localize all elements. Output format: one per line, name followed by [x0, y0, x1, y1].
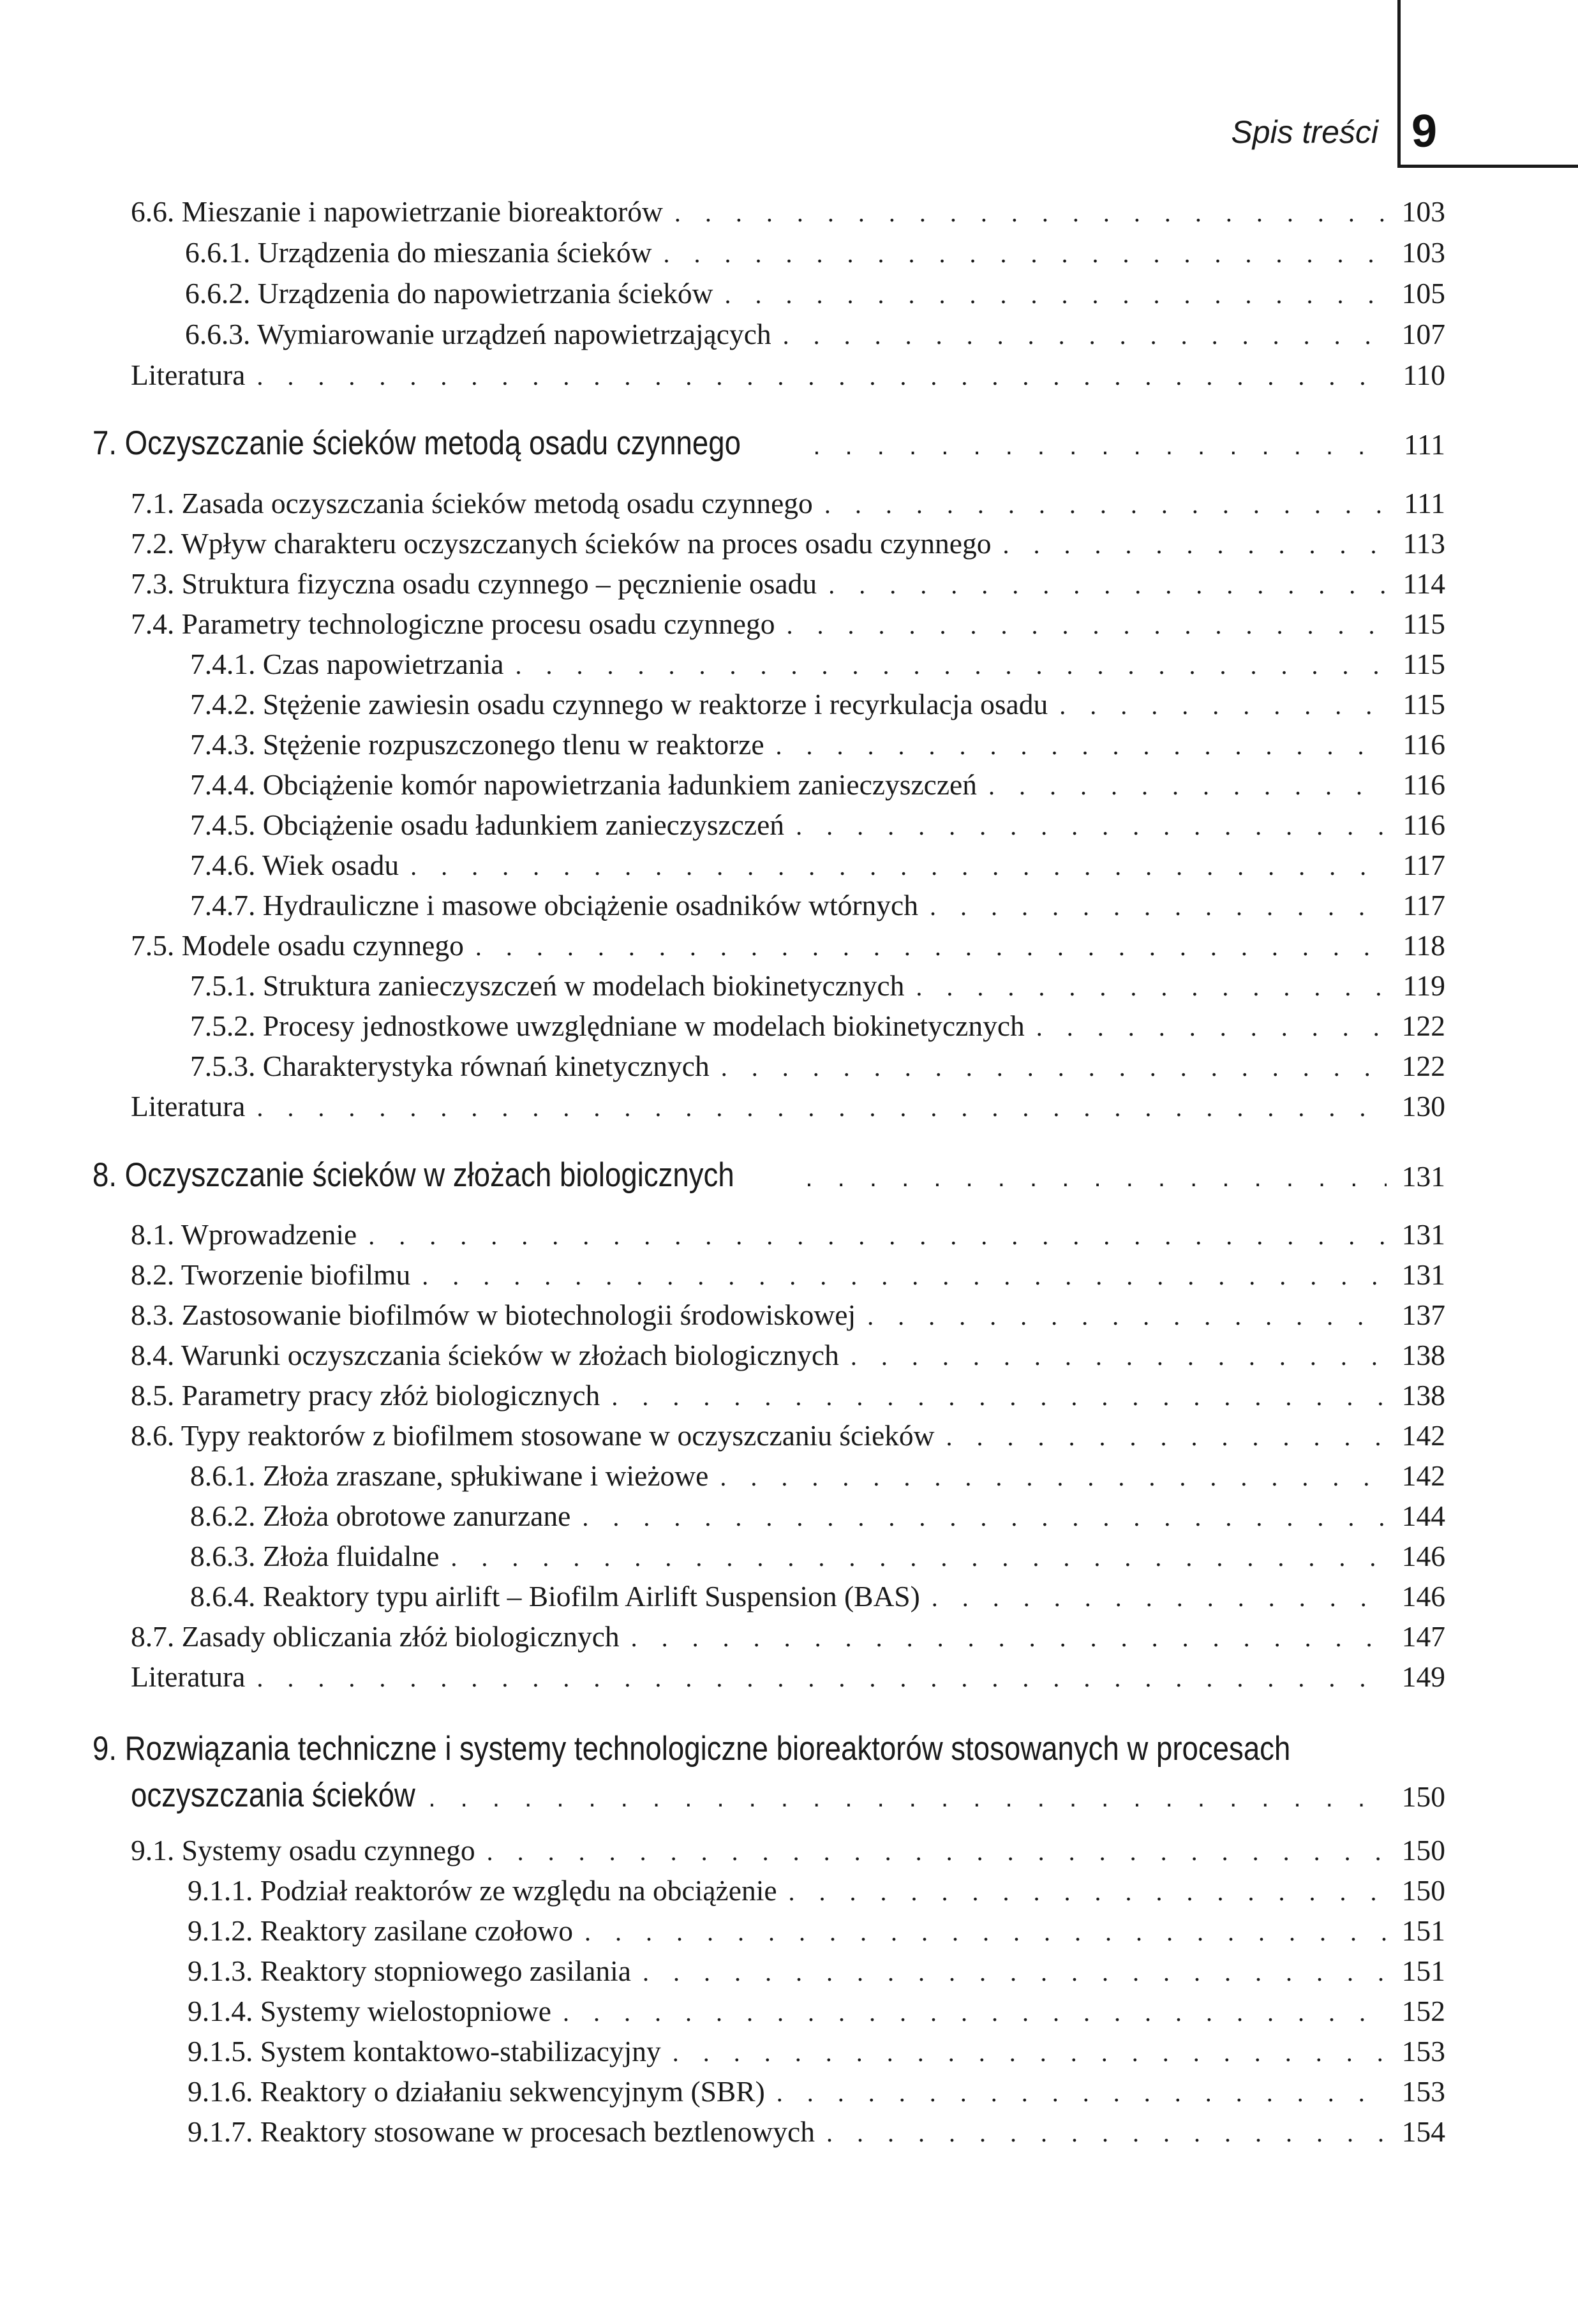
header-rule-horizontal — [1397, 165, 1578, 168]
toc-entry: 6.6.3. Wymiarowanie urządzeń napowietrzających . . . 107 — [185, 314, 1445, 355]
toc-entry: 7.1. Zasada oczyszczania ścieków metodą osadu czynnego . . . 111 — [131, 483, 1445, 524]
toc-entry: 9.1.5. System kontaktowo-stabilizacyjny . . . 153 — [188, 2031, 1445, 2072]
toc-entry: 7.4.3. Stężenie rozpuszczonego tlenu w reaktorze . . . 116 — [190, 724, 1445, 765]
toc-entry: 8.6.2. Złoża obrotowe zanurzane . . . 144 — [190, 1496, 1445, 1537]
toc-entry: 9.1.7. Reaktory stosowane w procesach beztlenowych . . . 154 — [188, 2112, 1445, 2152]
toc-entry: 7.4.5. Obciążenie osadu ładunkiem zanieczyszczeń . . . 116 — [190, 805, 1445, 845]
toc-entry: 8.3. Zastosowanie biofilmów w biotechnologii środowiskowej . . . 137 — [131, 1295, 1445, 1336]
toc-entry: 9.1. Systemy osadu czynnego . . . 150 — [131, 1830, 1445, 1871]
toc-entry: 7.5.1. Struktura zanieczyszczeń w modelach biokinetycznych . . . 119 — [190, 965, 1445, 1006]
toc-entry: 7.5.3. Charakterystyka równań kinetycznych . . . 122 — [190, 1046, 1445, 1087]
toc-entry: 7.4.6. Wiek osadu . . . 117 — [190, 845, 1445, 886]
toc-entry: 8.6.1. Złoża zraszane, spłukiwane i wieżowe . . . 142 — [190, 1456, 1445, 1496]
toc-entry: 7.4.2. Stężenie zawiesin osadu czynnego w reaktorze i recyrkulacja osadu . . . 115 — [190, 684, 1445, 725]
toc-entry: 7.2. Wpływ charakteru oczyszczanych ścieków na proces osadu czynnego . . . 113 — [131, 523, 1445, 564]
toc-chapter: 8. Oczyszczanie ścieków w złożach biologicznych . . . 131 — [93, 1155, 1445, 1196]
toc-entry: 8.6. Typy reaktorów z biofilmem stosowane w oczyszczaniu ścieków . . . 142 — [131, 1415, 1445, 1456]
toc-entry: 7.5. Modele osadu czynnego . . . 118 — [131, 925, 1445, 966]
toc-entry: 7.3. Struktura fizyczna osadu czynnego – pęcznienie osadu . . . 114 — [131, 563, 1445, 604]
toc-entry: 9.1.6. Reaktory o działaniu sekwencyjnym (SBR) . . . 153 — [188, 2071, 1445, 2112]
toc-entry: 6.6.2. Urządzenia do napowietrzania ścieków . . . 105 — [185, 273, 1445, 314]
toc-entry: 7.5.2. Procesy jednostkowe uwzględniane w modelach biokinetycznych . . . 122 — [190, 1006, 1445, 1047]
toc-entry: 9.1.2. Reaktory zasilane czołowo . . . 151 — [188, 1911, 1445, 1951]
toc-entry: 7.4.4. Obciążenie komór napowietrzania ładunkiem zanieczyszczeń . . . 116 — [190, 764, 1445, 805]
toc-entry: 9.1.4. Systemy wielostopniowe . . . 152 — [188, 1991, 1445, 2032]
toc-entry: 7.4.1. Czas napowietrzania . . . 115 — [190, 644, 1445, 685]
toc-entry: Literatura . . . 149 — [131, 1657, 1445, 1697]
toc-entry: Literatura . . . 110 — [131, 355, 1445, 396]
header-rule-vertical — [1397, 0, 1401, 167]
toc-entry: 8.4. Warunki oczyszczania ścieków w złożach biologicznych . . . 138 — [131, 1335, 1445, 1376]
toc-entry: 6.6.1. Urządzenia do mieszania ścieków . . . 103 — [185, 232, 1445, 273]
running-title: Spis treści — [1231, 114, 1378, 150]
toc-entry: 8.2. Tworzenie biofilmu . . . 131 — [131, 1255, 1445, 1295]
toc-entry: 6.6. Mieszanie i napowietrzanie bioreaktorów . . . 103 — [131, 191, 1445, 232]
toc-entry: 8.1. Wprowadzenie . . . 131 — [131, 1214, 1445, 1255]
toc-entry: 8.5. Parametry pracy złóż biologicznych . . . 138 — [131, 1375, 1445, 1416]
page-number: 9 — [1411, 106, 1438, 157]
toc-entry: 7.4.7. Hydrauliczne i masowe obciążenie osadników wtórnych . . . 117 — [190, 885, 1445, 926]
toc-entry: Literatura . . . 130 — [131, 1086, 1445, 1127]
toc-entry: 8.6.3. Złoża fluidalne . . . 146 — [190, 1536, 1445, 1577]
toc-chapter: oczyszczania ścieków . . . 150 — [131, 1775, 1445, 1816]
toc-entry: 8.6.4. Reaktory typu airlift – Biofilm Airlift Suspension (BAS) . . . 146 — [190, 1576, 1445, 1617]
toc-entry: 9.1.3. Reaktory stopniowego zasilania . . . 151 — [188, 1951, 1445, 1992]
toc-chapter-title-line1: 9. Rozwiązania techniczne i systemy technologiczne bioreaktorów stosowanych w procesach — [93, 1730, 1291, 1768]
toc-chapter: 7. Oczyszczanie ścieków metodą osadu czynnego . . . 111 — [93, 423, 1445, 464]
toc-entry: 8.7. Zasady obliczania złóż biologicznych . . . 147 — [131, 1616, 1445, 1657]
toc-entry: 9.1.1. Podział reaktorów ze względu na obciążenie . . . 150 — [188, 1870, 1445, 1911]
toc-entry: 7.4. Parametry technologiczne procesu osadu czynnego . . . 115 — [131, 604, 1445, 644]
